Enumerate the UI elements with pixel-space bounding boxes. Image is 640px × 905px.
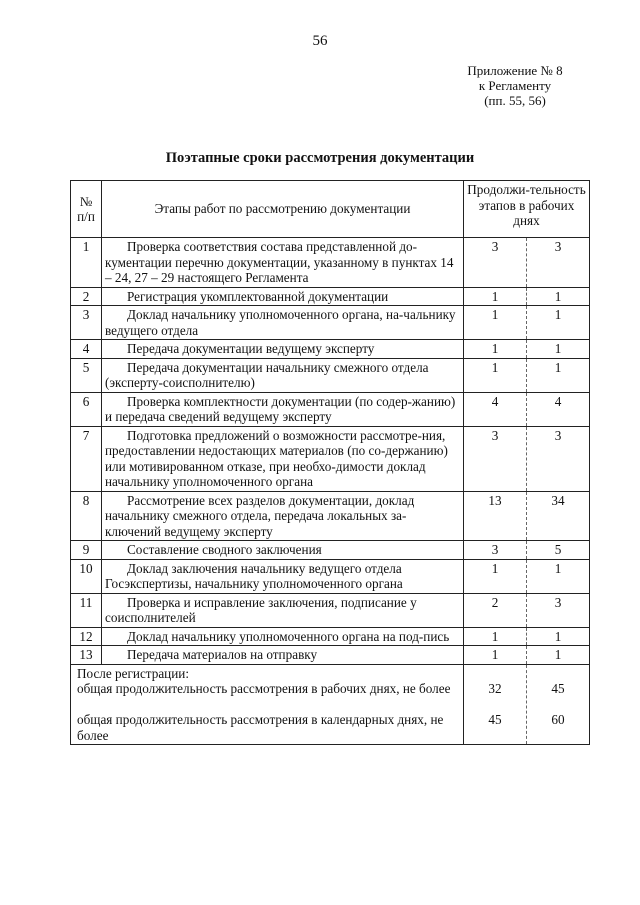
header-duration: Продолжи-тельность этапов в рабочих днях — [464, 181, 590, 238]
document-title: Поэтапные сроки рассмотрения документации — [165, 150, 475, 166]
appendix-line-3: (пп. 55, 56) — [484, 93, 546, 108]
table-row — [71, 646, 590, 665]
row-stage-text: Доклад начальнику уполномоченного органа, на-чальнику ведущего отдела — [102, 306, 464, 340]
table-row — [71, 627, 590, 646]
table-row — [71, 541, 590, 560]
summary-calendar-days-a: 45 — [488, 711, 502, 727]
row-duration-a: 1 — [464, 358, 527, 392]
table-row — [71, 340, 590, 359]
table-header-row — [71, 181, 590, 238]
row-number: 9 — [71, 541, 102, 560]
table-row — [71, 559, 590, 593]
table-row — [71, 287, 590, 306]
row-duration-b: 1 — [527, 340, 590, 359]
summary-calendar-days-label: общая продолжительность рассмотрения в календарных днях, не более — [77, 712, 444, 743]
row-duration-a: 1 — [464, 287, 527, 306]
row-stage-text: Передача документации начальнику смежного отдела (эксперту-соисполнителю) — [102, 358, 464, 392]
row-number: 8 — [71, 491, 102, 541]
header-number: № п/п — [71, 181, 102, 238]
table-row — [71, 593, 590, 627]
row-duration-b: 1 — [527, 306, 590, 340]
row-stage-text: Регистрация укомплектованной документации — [102, 287, 464, 306]
row-duration-b: 4 — [527, 392, 590, 426]
table-row — [71, 426, 590, 491]
row-stage-text: Составление сводного заключения — [102, 541, 464, 560]
page-number: 56 — [312, 33, 328, 49]
header-stage: Этапы работ по рассмотрению документации — [102, 181, 464, 238]
row-stage-text: Подготовка предложений о возможности рассмотре-ния, предоставлении недостающих материалов (по со-держанию) или мотивированном отказе, при необхо-димости доклад начальнику уполномоченного органа — [102, 426, 464, 491]
table-row — [71, 238, 590, 288]
summary-values-a — [464, 664, 527, 745]
summary-labels — [71, 664, 464, 745]
row-duration-a: 1 — [464, 340, 527, 359]
row-stage-text: Доклад начальнику уполномоченного органа на под-пись — [102, 627, 464, 646]
summary-work-days-a: 32 — [488, 680, 502, 696]
row-duration-b: 3 — [527, 426, 590, 491]
table-row — [71, 306, 590, 340]
row-stage-text: Передача документации ведущему эксперту — [102, 340, 464, 359]
row-duration-b: 3 — [527, 593, 590, 627]
row-number: 10 — [71, 559, 102, 593]
row-duration-a: 1 — [464, 559, 527, 593]
row-duration-b: 1 — [527, 287, 590, 306]
row-number: 11 — [71, 593, 102, 627]
appendix-line-2: к Регламенту — [478, 78, 552, 93]
row-number: 4 — [71, 340, 102, 359]
row-number: 13 — [71, 646, 102, 665]
row-duration-b: 1 — [527, 646, 590, 665]
summary-calendar-days-b: 60 — [551, 711, 565, 727]
row-number: 7 — [71, 426, 102, 491]
row-stage-text: Рассмотрение всех разделов документации, доклад начальнику смежного отдела, передача локальных за-ключений ведущему эксперту — [102, 491, 464, 541]
summary-row — [71, 664, 590, 745]
appendix-line-1: Приложение № 8 — [467, 63, 563, 78]
row-duration-a: 3 — [464, 426, 527, 491]
row-number: 12 — [71, 627, 102, 646]
row-duration-a: 3 — [464, 238, 527, 288]
row-duration-b: 34 — [527, 491, 590, 541]
row-number: 5 — [71, 358, 102, 392]
row-stage-text: Проверка комплектности документации (по содер-жанию) и передача сведений ведущему эксперту — [102, 392, 464, 426]
row-number: 6 — [71, 392, 102, 426]
row-stage-text: Проверка соответствия состава представленной до-кументации перечню документации, указанному в пунктах 14 – 24, 27 – 29 настоящего Регламента — [102, 238, 464, 288]
appendix-reference — [440, 63, 590, 108]
row-stage-text: Доклад заключения начальнику ведущего отдела Госэкспертизы, начальнику уполномоченного органа — [102, 559, 464, 593]
summary-work-days-label: общая продолжительность рассмотрения в рабочих днях, не более — [77, 681, 451, 696]
table-row — [71, 358, 590, 392]
row-duration-a: 1 — [464, 306, 527, 340]
summary-intro: После регистрации: — [77, 665, 190, 681]
table-row — [71, 392, 590, 426]
row-number: 3 — [71, 306, 102, 340]
row-duration-a: 3 — [464, 541, 527, 560]
summary-values-b — [527, 664, 590, 745]
summary-work-days-b: 45 — [551, 680, 565, 696]
row-duration-a: 13 — [464, 491, 527, 541]
row-duration-b: 1 — [527, 627, 590, 646]
row-stage-text: Проверка и исправление заключения, подписание у соисполнителей — [102, 593, 464, 627]
row-number: 1 — [71, 238, 102, 288]
row-number: 2 — [71, 287, 102, 306]
stages-table — [70, 180, 590, 745]
row-duration-a: 1 — [464, 646, 527, 665]
table-row — [71, 491, 590, 541]
row-stage-text: Передача материалов на отправку — [102, 646, 464, 665]
row-duration-a: 2 — [464, 593, 527, 627]
row-duration-b: 1 — [527, 358, 590, 392]
row-duration-a: 4 — [464, 392, 527, 426]
row-duration-b: 5 — [527, 541, 590, 560]
row-duration-a: 1 — [464, 627, 527, 646]
row-duration-b: 1 — [527, 559, 590, 593]
row-duration-b: 3 — [527, 238, 590, 288]
